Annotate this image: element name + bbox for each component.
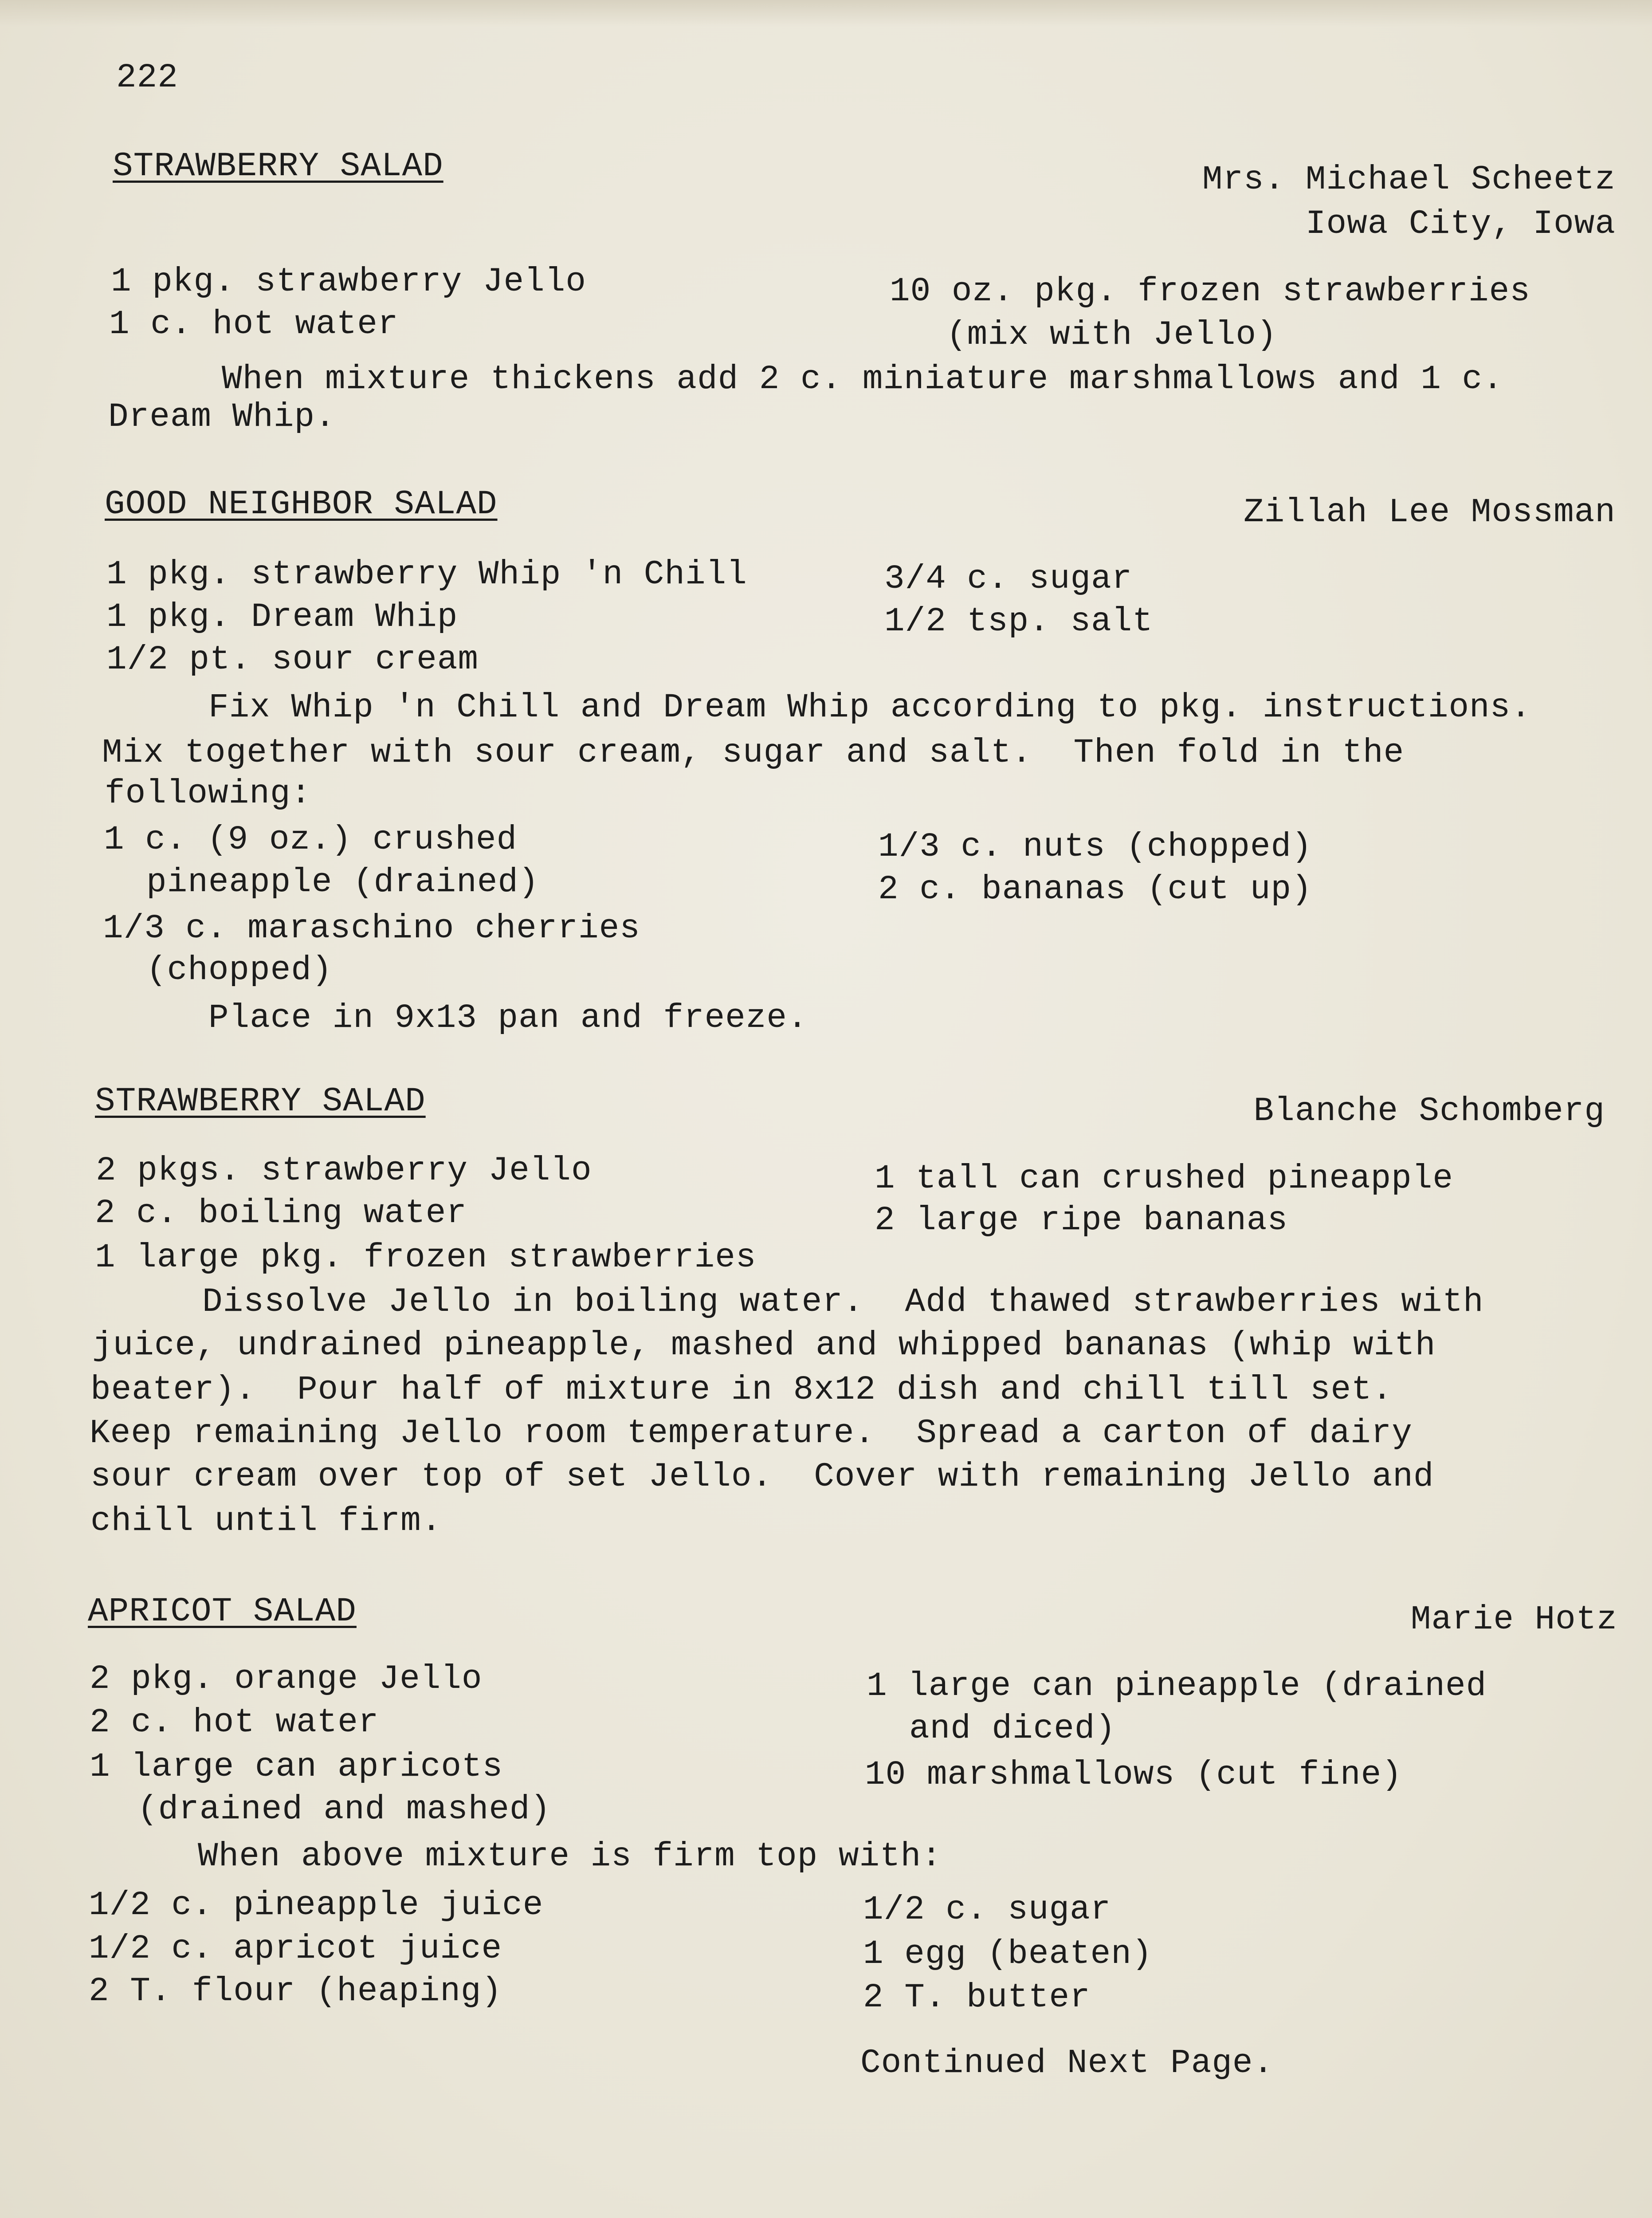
direction-line: Mix together with sour cream, sugar and salt. Then fold in the bbox=[102, 734, 1405, 772]
page-number: 222 bbox=[116, 59, 178, 97]
continued-note: Continued Next Page. bbox=[860, 2044, 1274, 2082]
direction-line: beater). Pour half of mixture in 8x12 dish and chill till set. bbox=[90, 1371, 1393, 1409]
ingredient: 1/3 c. maraschino cherries bbox=[103, 909, 640, 948]
ingredient: 1 large can pineapple (drained bbox=[867, 1667, 1487, 1705]
ingredient: 10 oz. pkg. frozen strawberries bbox=[890, 272, 1530, 311]
ingredient-note: and diced) bbox=[909, 1710, 1116, 1748]
ingredient: 1 egg (beaten) bbox=[863, 1935, 1153, 1973]
direction-line: When mixture thickens add 2 c. miniature marshmallows and 1 c. bbox=[222, 360, 1503, 398]
ingredient: 2 pkgs. strawberry Jello bbox=[96, 1152, 592, 1190]
ingredient: 2 large ripe bananas bbox=[875, 1201, 1288, 1239]
ingredient: 2 pkg. orange Jello bbox=[90, 1660, 483, 1698]
ingredient: 1/2 tsp. salt bbox=[884, 602, 1153, 641]
ingredient: 2 T. butter bbox=[863, 1978, 1091, 2017]
ingredient-note: (mix with Jello) bbox=[946, 316, 1277, 354]
ingredient: 2 c. hot water bbox=[90, 1703, 379, 1742]
ingredient: 1/3 c. nuts (chopped) bbox=[878, 828, 1312, 866]
direction-line: Place in 9x13 pan and freeze. bbox=[208, 999, 808, 1037]
ingredient: 1 pkg. strawberry Jello bbox=[111, 263, 586, 301]
recipe-author: Mrs. Michael Scheetz bbox=[1202, 161, 1616, 199]
direction-line: following: bbox=[105, 775, 312, 813]
direction-line: When above mixture is firm top with: bbox=[198, 1837, 942, 1876]
ingredient: 1/2 c. pineapple juice bbox=[89, 1886, 544, 1924]
recipe-title: STRAWBERRY SALAD bbox=[113, 147, 443, 185]
page-edge-shadow bbox=[0, 0, 1652, 27]
recipe-author: Blanche Schomberg bbox=[1253, 1092, 1605, 1130]
ingredient-note: (drained and mashed) bbox=[137, 1790, 551, 1829]
recipe-title: STRAWBERRY SALAD bbox=[95, 1082, 426, 1121]
recipe-title: GOOD NEIGHBOR SALAD bbox=[105, 485, 498, 523]
ingredient: 10 marshmallows (cut fine) bbox=[865, 1756, 1402, 1794]
ingredient: 1 c. hot water bbox=[109, 305, 399, 343]
ingredient: 1 large can apricots bbox=[90, 1748, 503, 1786]
ingredient: 1/2 c. apricot juice bbox=[89, 1930, 502, 1968]
direction-line: Dream Whip. bbox=[108, 398, 336, 436]
direction-line: sour cream over top of set Jello. Cover with remaining Jello and bbox=[90, 1458, 1434, 1496]
ingredient: 1 tall can crushed pineapple bbox=[875, 1160, 1454, 1198]
recipe-author: Marie Hotz bbox=[1410, 1601, 1617, 1639]
ingredient: 1/2 pt. sour cream bbox=[106, 641, 479, 679]
ingredient: 2 c. boiling water bbox=[95, 1194, 467, 1232]
ingredient-note: pineapple (drained) bbox=[146, 863, 539, 901]
ingredient: 1 c. (9 oz.) crushed bbox=[104, 821, 518, 859]
recipe-author: Zillah Lee Mossman bbox=[1244, 493, 1616, 531]
ingredient: 1 pkg. Dream Whip bbox=[106, 598, 458, 636]
direction-line: Dissolve Jello in boiling water. Add thawed strawberries with bbox=[202, 1283, 1484, 1321]
recipe-author-location: Iowa City, Iowa bbox=[1305, 205, 1616, 243]
ingredient: 2 c. bananas (cut up) bbox=[878, 870, 1312, 908]
ingredient: 1 pkg. strawberry Whip 'n Chill bbox=[106, 555, 747, 594]
ingredient: 1/2 c. sugar bbox=[863, 1891, 1111, 1929]
ingredient: 3/4 c. sugar bbox=[884, 560, 1133, 598]
ingredient: 1 large pkg. frozen strawberries bbox=[95, 1239, 757, 1277]
direction-line: chill until firm. bbox=[90, 1502, 442, 1540]
direction-line: juice, undrained pineapple, mashed and whipped bananas (whip with bbox=[92, 1326, 1436, 1365]
ingredient-note: (chopped) bbox=[146, 951, 333, 989]
recipe-title: APRICOT SALAD bbox=[88, 1593, 357, 1631]
direction-line: Keep remaining Jello room temperature. Spread a carton of dairy bbox=[90, 1414, 1413, 1452]
direction-line: Fix Whip 'n Chill and Dream Whip according to pkg. instructions. bbox=[208, 688, 1531, 727]
ingredient: 2 T. flour (heaping) bbox=[89, 1972, 502, 2010]
